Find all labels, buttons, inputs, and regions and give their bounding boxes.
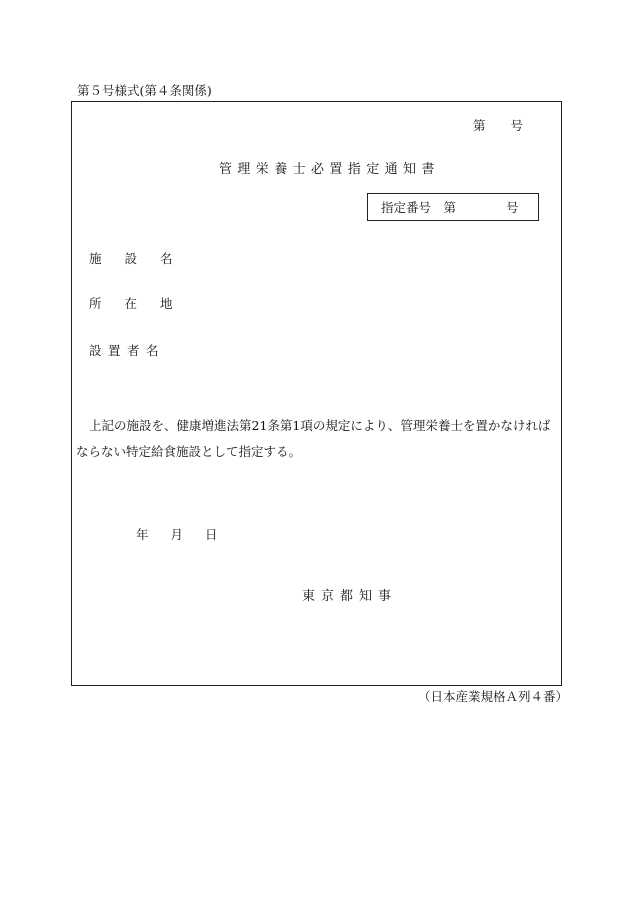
document-title: 管理栄養士必置指定通知書 bbox=[219, 162, 440, 177]
date-line: 年 月 日 bbox=[136, 527, 218, 542]
field-location: 所在地 bbox=[89, 296, 196, 311]
designation-number: 指定番号 第 号 bbox=[381, 200, 519, 215]
notice-body-text: 上記の施設を、健康増進法第21条第1項の規定により、管理栄養士を置かなければならない特定給食施設として指定する。 bbox=[76, 418, 551, 459]
form-number-label: 第５号様式(第４条関係) bbox=[77, 83, 212, 98]
field-establisher-name: 設置者名 bbox=[89, 343, 166, 358]
field-facility-name: 施設名 bbox=[89, 251, 196, 266]
issuer-name: 東京都知事 bbox=[302, 589, 398, 604]
notice-number: 第 号 bbox=[473, 118, 524, 133]
paper-size-note: （日本産業規格Ａ列４番） bbox=[418, 689, 569, 704]
